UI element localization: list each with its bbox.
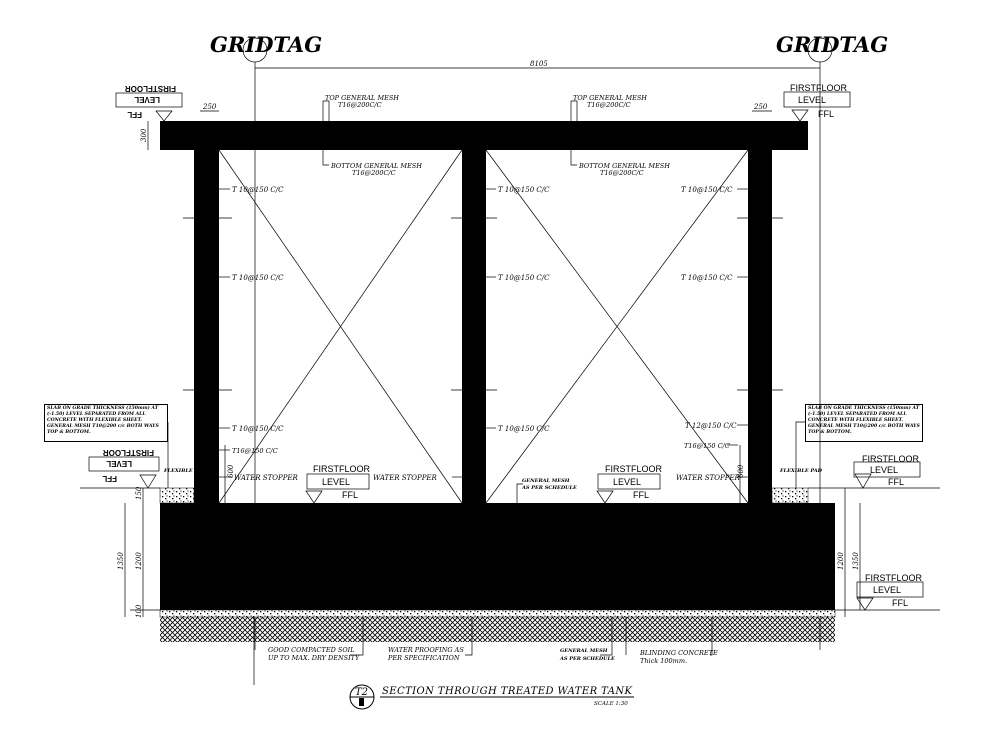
svg-text:LEVEL: LEVEL: [873, 585, 902, 595]
flexible-pad-label-right: FLEXIBLE PAD: [780, 468, 822, 474]
wall-rebar-label: T 10@150 C/C: [232, 274, 284, 282]
bottom-mesh-label-left: BOTTOM GENERAL MESH: [331, 162, 422, 170]
base-slab: [160, 503, 835, 610]
general-mesh-bottom-schedule: AS PER SCHEDULE: [560, 656, 615, 662]
starter-bar-label-left: T16@150 C/C: [232, 447, 278, 455]
svg-text:FIRSTFLOOR: FIRSTFLOOR: [862, 454, 920, 464]
svg-text:LEVEL: LEVEL: [613, 477, 642, 487]
starter-bar-label-right: T16@150 C/C: [684, 442, 730, 450]
svg-text:FFL: FFL: [102, 474, 117, 483]
svg-text:FFL: FFL: [127, 110, 142, 119]
bottom-mesh-label-right: BOTTOM GENERAL MESH: [579, 162, 670, 170]
wall-rebar-label: T 10@150 C/C: [681, 186, 733, 194]
water-stopper-label-middle: WATER STOPPER: [373, 474, 437, 482]
svg-text:FIRSTFLOOR: FIRSTFLOOR: [865, 573, 923, 583]
wall-rebar-label: T 10@150 C/C: [498, 425, 550, 433]
fill-right: [772, 488, 808, 503]
level-marker-left: [89, 448, 159, 488]
water-stopper-label-right: WATER STOPPER: [676, 474, 740, 482]
top-mesh-bar-left: T16@200C/C: [338, 101, 382, 109]
waterproofing-label: WATER PROOFING AS: [388, 646, 464, 654]
general-mesh-bottom-label: GENERAL MESH: [560, 648, 608, 654]
bottom-mesh-bar-right: T16@200C/C: [600, 169, 644, 177]
slab-note-leader-right: [796, 422, 805, 488]
drawing-scale: SCALE 1:30: [594, 701, 628, 707]
svg-text:LEVEL: LEVEL: [322, 477, 351, 487]
svg-text:FFL: FFL: [892, 598, 909, 608]
svg-text:FIRSTFLOOR: FIRSTFLOOR: [790, 83, 848, 93]
grid-tag-left: GRIDTAG: [210, 32, 323, 57]
blinding-concrete: [160, 610, 835, 617]
dim-fill-depth: 150: [135, 486, 143, 500]
water-stopper-label-left: WATER STOPPER: [234, 474, 298, 482]
dim-slab-thickness: 300: [140, 128, 148, 142]
title-tag: T2: [355, 687, 369, 698]
wall-rebar-label-low: T 12@150 C/C: [685, 422, 737, 430]
level-marker-top-left: [116, 84, 182, 121]
general-mesh-label: GENERAL MESH: [522, 478, 570, 484]
level-marker-right: [854, 454, 920, 488]
dim-blinding: 100: [135, 604, 143, 618]
general-mesh-schedule: AS PER SCHEDULE: [522, 485, 577, 491]
top-mesh-label-right: TOP GENERAL MESH: [573, 94, 647, 102]
level-marker-left-cell: [306, 464, 371, 503]
svg-text:LEVEL: LEVEL: [798, 95, 827, 105]
svg-text:FIRSTFLOOR: FIRSTFLOOR: [102, 448, 154, 457]
compacted-soil: [160, 617, 835, 642]
top-slab: [160, 121, 808, 150]
wall-rebar-label: T 10@150 C/C: [498, 274, 550, 282]
svg-text:FFL: FFL: [818, 109, 835, 119]
wall-right: [748, 150, 772, 504]
dim-stopper-left: 600: [227, 464, 235, 478]
overall-dimension: 8105: [530, 60, 548, 68]
wall-rebar-label: T 10@150 C/C: [498, 186, 550, 194]
level-marker-right-cell: [597, 464, 663, 503]
soil-label: GOOD COMPACTED SOIL: [268, 646, 355, 654]
wall-left: [194, 150, 219, 504]
dim-base-total: 1350: [117, 552, 125, 570]
fill-left: [160, 488, 194, 503]
slab-note-right: SLAB ON GRADE THICKNESS (150mm) AT (-1.50) LEVEL SEPARATED FROM ALL CONCRETE WITH FLEXIBLE SHEET. GENERAL MESH T10@200 c/c BOTH WAYS TOP & BOTTOM.: [805, 404, 923, 442]
dim-base-total-right: 1350: [852, 552, 860, 570]
svg-text:LEVEL: LEVEL: [870, 465, 899, 475]
waterproofing-spec-label: PER SPECIFICATION: [388, 654, 460, 662]
soil-density-label: UP TO MAX. DRY DENSITY: [268, 654, 360, 662]
title-tag-marker: [359, 698, 364, 706]
drawing-title: SECTION THROUGH TREATED WATER TANK: [382, 686, 632, 697]
bottom-mesh-bar-left: T16@200C/C: [352, 169, 396, 177]
svg-text:FIRSTFLOOR: FIRSTFLOOR: [313, 464, 371, 474]
dim-stopper-right: 600: [737, 464, 745, 478]
level-marker-bottom-right: [857, 573, 923, 610]
slab-note-left: SLAB ON GRADE THICKNESS (150mm) AT (-1.50) LEVEL SEPARATED FROM ALL CONCRETE WITH FLEXIBLE SHEET. GENERAL MESH T10@200 c/c BOTH WAYS TOP & BOTTOM.: [44, 404, 168, 442]
svg-text:FIRSTFLOOR: FIRSTFLOOR: [124, 84, 176, 93]
svg-text:FIRSTFLOOR: FIRSTFLOOR: [605, 464, 663, 474]
wall-rebar-label: T 10@150 C/C: [681, 274, 733, 282]
wall-rebar-label: T 10@150 C/C: [232, 186, 284, 194]
svg-text:LEVEL: LEVEL: [134, 95, 160, 104]
svg-text:LEVEL: LEVEL: [106, 459, 132, 468]
grid-tag-right: GRIDTAG: [776, 32, 889, 57]
level-marker-top-right: [784, 83, 850, 121]
wall-middle: [462, 150, 486, 504]
svg-text:FFL: FFL: [633, 490, 650, 500]
svg-text:FFL: FFL: [342, 490, 359, 500]
dim-base-slab-right: 1200: [837, 552, 845, 570]
flexible-pad-label-left: FLEXIBLE PAD: [164, 468, 206, 474]
wall-rebar-label: T 10@150 C/C: [232, 425, 284, 433]
dim-base-slab: 1200: [135, 552, 143, 570]
blinding-thickness-label: Thick 100mm.: [640, 657, 688, 665]
top-mesh-label-left: TOP GENERAL MESH: [325, 94, 399, 102]
blinding-label: BLINDING CONCRETE: [640, 649, 718, 657]
dim-wall-left: 250: [203, 103, 217, 111]
svg-text:FFL: FFL: [888, 477, 905, 487]
dim-wall-right: 250: [754, 103, 768, 111]
top-mesh-bar-right: T16@200C/C: [587, 101, 631, 109]
